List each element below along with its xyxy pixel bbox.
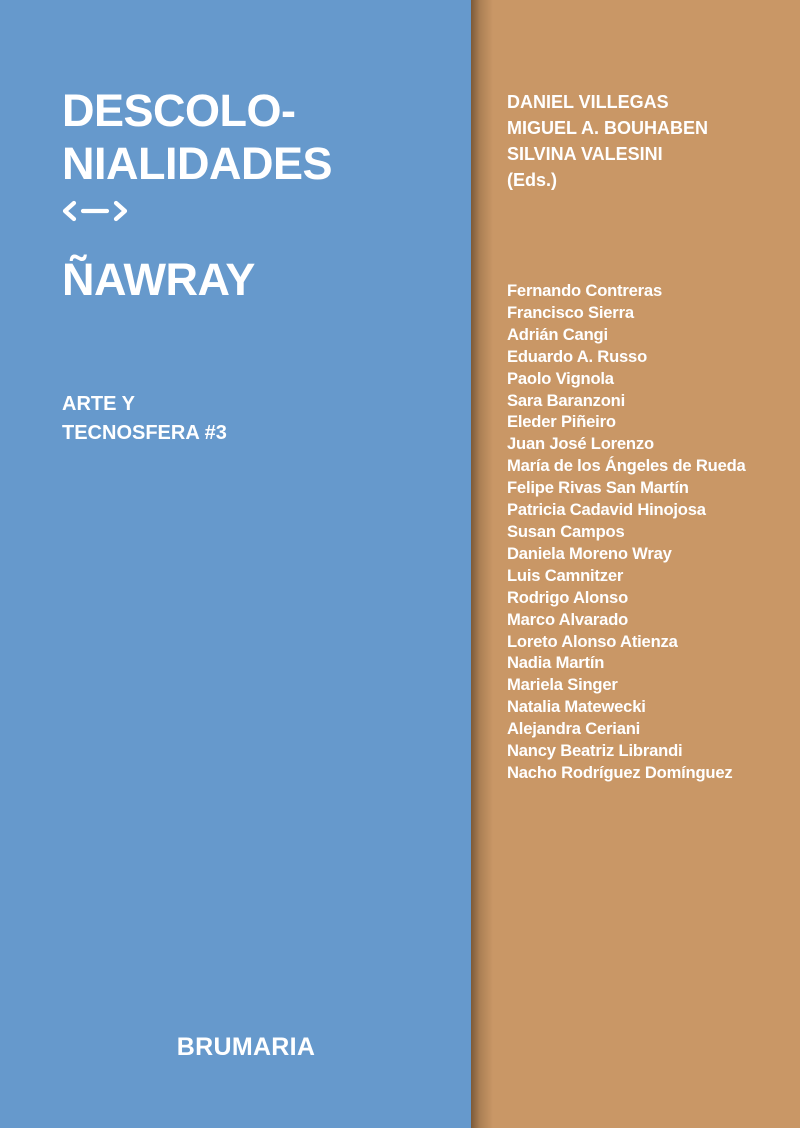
contributor-name: Loreto Alonso Atienza [507, 631, 678, 651]
contributor-name: Natalia Matewecki [507, 697, 646, 717]
contributor-name: Juan José Lorenzo [507, 434, 654, 454]
editor-name: DANIEL VILLEGAS [507, 92, 669, 112]
contributor-name: Felipe Rivas San Martín [507, 478, 689, 498]
contributor-name: Nancy Beatriz Librandi [507, 741, 683, 761]
contributor-name: Sara Baranzoni [507, 390, 626, 410]
contributor-name: Francisco Sierra [507, 302, 634, 322]
contributor-name: Eleder Piñeiro [507, 412, 616, 432]
series-line-2: TECNOSFERA #3 [62, 422, 227, 444]
contributor-name: Paolo Vignola [507, 368, 614, 388]
double-headed-arrow-icon [62, 200, 332, 253]
editors-block [507, 89, 708, 193]
book-title [62, 84, 332, 306]
contributor-name: Rodrigo Alonso [507, 587, 629, 607]
series-line-1: ARTE Y [62, 393, 135, 415]
contributor-name: Patricia Cadavid Hinojosa [507, 500, 706, 520]
contributors-list [507, 280, 746, 784]
contributor-name: Marco Alvarado [507, 609, 629, 629]
contributor-name: Fernando Contreras [507, 281, 662, 300]
contributor-name: María de los Ángeles de Rueda [507, 456, 746, 476]
editor-name: SILVINA VALESINI [507, 144, 663, 164]
contributor-name: Adrián Cangi [507, 324, 608, 344]
contributor-name: Luis Camnitzer [507, 565, 624, 585]
title-line-3: ÑAWRAY [62, 254, 255, 305]
title-line-1: DESCOLO- [62, 85, 296, 136]
contributor-name: Alejandra Ceriani [507, 719, 641, 739]
contributor-name: Mariela Singer [507, 675, 618, 695]
title-line-2: NIALIDADES [62, 138, 333, 189]
contributor-name: Nacho Rodríguez Domínguez [507, 762, 733, 782]
editor-name: MIGUEL A. BOUHABEN [507, 118, 709, 138]
series-title [62, 390, 227, 448]
contributor-name: Susan Campos [507, 521, 625, 541]
publisher-name: BRUMARIA [176, 1033, 316, 1061]
contributor-name: Nadia Martín [507, 653, 605, 673]
editors-note: (Eds.) [507, 170, 558, 190]
contributor-name: Eduardo A. Russo [507, 346, 648, 366]
contributor-name: Daniela Moreno Wray [507, 543, 672, 563]
